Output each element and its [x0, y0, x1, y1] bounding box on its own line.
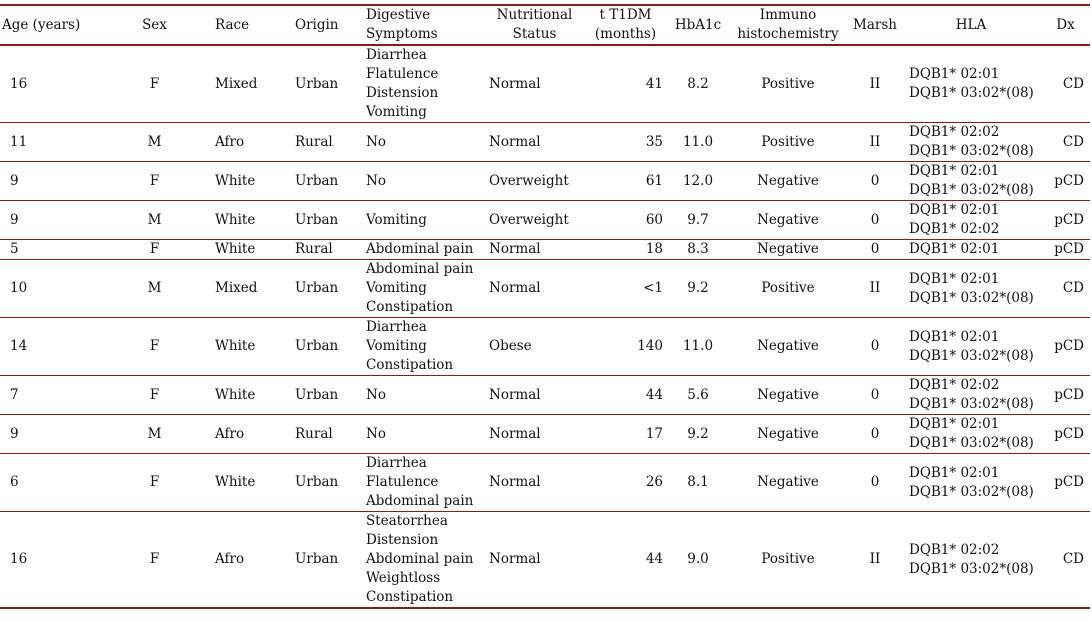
- cell-hba1c: 9.2: [669, 260, 727, 318]
- cell-digestive-symptoms: [364, 512, 487, 609]
- cell-nutritional-status: Normal: [487, 512, 582, 609]
- cell-digestive-symptoms: [364, 454, 487, 512]
- cell-sex: M: [112, 260, 197, 318]
- cell-sex: M: [112, 123, 197, 162]
- cell-race: White: [197, 454, 287, 512]
- header-digestive-symptoms: [364, 5, 487, 45]
- cell-t1dm-months: 140: [582, 318, 669, 376]
- cell-hla: [901, 512, 1041, 609]
- cell-digestive-symptoms: [364, 201, 487, 240]
- cell-marsh: 0: [849, 454, 901, 512]
- cell-digestive-symptoms-line: Abdominal pain: [366, 241, 474, 257]
- cell-dx: CD: [1041, 45, 1090, 123]
- cell-marsh: 0: [849, 376, 901, 415]
- cell-nutritional-status: Normal: [487, 415, 582, 454]
- header-digestive-line1: Digestive: [366, 7, 431, 23]
- header-age: Age (years): [0, 5, 112, 45]
- header-t1dm: [582, 5, 669, 45]
- cell-digestive-symptoms-line: No: [366, 172, 386, 189]
- cell-sex: F: [112, 454, 197, 512]
- cell-origin: Urban: [287, 260, 364, 318]
- cell-hla: [901, 162, 1041, 201]
- cell-dx: pCD: [1041, 201, 1090, 240]
- cell-digestive-symptoms: [364, 318, 487, 376]
- cell-hla: [901, 376, 1041, 415]
- cell-marsh: 0: [849, 240, 901, 260]
- cell-digestive-symptoms-line: Vomiting: [366, 104, 427, 120]
- cell-age: 11: [0, 123, 112, 162]
- cell-hla-line: DQB1* 02:01: [909, 163, 1000, 179]
- table-row: [0, 260, 1090, 318]
- cell-origin: Urban: [287, 45, 364, 123]
- cell-immunohistochemistry: Negative: [727, 240, 849, 260]
- header-t1dm-line2: (months): [594, 26, 657, 42]
- table-row: [0, 123, 1090, 162]
- cell-digestive-symptoms: [364, 240, 487, 260]
- cell-age: 14: [0, 318, 112, 376]
- cell-sex: M: [112, 415, 197, 454]
- cell-immunohistochemistry: Negative: [727, 415, 849, 454]
- cell-hla: [901, 318, 1041, 376]
- cell-hla-line: DQB1* 03:02*(08): [909, 347, 1034, 364]
- cell-dx: pCD: [1041, 376, 1090, 415]
- header-immuno-line1: Immuno: [759, 7, 817, 23]
- cell-dx: pCD: [1041, 162, 1090, 201]
- cell-marsh: II: [849, 512, 901, 609]
- cell-nutritional-status: Normal: [487, 376, 582, 415]
- table-row: [0, 240, 1090, 260]
- cell-hla-line: DQB1* 02:02: [909, 124, 1000, 140]
- cell-digestive-symptoms: [364, 123, 487, 162]
- cell-immunohistochemistry: Negative: [727, 318, 849, 376]
- cell-age: 9: [0, 162, 112, 201]
- cell-race: White: [197, 162, 287, 201]
- cell-hla: [901, 123, 1041, 162]
- cell-sex: F: [112, 240, 197, 260]
- cell-hla-line: DQB1* 03:02*(08): [909, 560, 1034, 577]
- cell-digestive-symptoms-line: Distension: [366, 85, 439, 101]
- cell-t1dm-months: 41: [582, 45, 669, 123]
- header-nutrition-line2: Status: [512, 26, 557, 42]
- header-immuno-line2: histochemistry: [737, 26, 839, 42]
- cell-digestive-symptoms-line: Constipation: [366, 357, 454, 373]
- cell-nutritional-status: Normal: [487, 45, 582, 123]
- cell-race: Mixed: [197, 45, 287, 123]
- header-origin: Origin: [287, 5, 364, 45]
- cell-hba1c: 11.0: [669, 318, 727, 376]
- cell-digestive-symptoms-line: Constipation: [366, 299, 454, 315]
- cell-hla-line: DQB1* 02:02: [909, 377, 1000, 393]
- cell-t1dm-months: <1: [582, 260, 669, 318]
- cell-nutritional-status: Overweight: [487, 201, 582, 240]
- cell-race: White: [197, 376, 287, 415]
- table-row: [0, 415, 1090, 454]
- cell-immunohistochemistry: Negative: [727, 376, 849, 415]
- cell-race: Mixed: [197, 260, 287, 318]
- cell-immunohistochemistry: Positive: [727, 512, 849, 609]
- cell-marsh: 0: [849, 318, 901, 376]
- cell-sex: F: [112, 162, 197, 201]
- header-marsh: Marsh: [849, 5, 901, 45]
- cell-digestive-symptoms-line: Distension: [366, 532, 439, 548]
- header-hba1c: HbA1c: [669, 5, 727, 45]
- cell-dx: pCD: [1041, 240, 1090, 260]
- cell-age: 10: [0, 260, 112, 318]
- cell-hla-line: DQB1* 03:02*(08): [909, 435, 1034, 451]
- cell-sex: F: [112, 376, 197, 415]
- cell-t1dm-months: 17: [582, 415, 669, 454]
- cell-t1dm-months: 61: [582, 162, 669, 201]
- cell-marsh: II: [849, 123, 901, 162]
- cell-digestive-symptoms-line: Diarrhea: [366, 455, 427, 471]
- cell-hla: [901, 45, 1041, 123]
- cell-dx: pCD: [1041, 415, 1090, 454]
- table-row: [0, 376, 1090, 415]
- cell-hla-line: DQB1* 02:01: [909, 202, 1000, 218]
- cell-race: White: [197, 201, 287, 240]
- cell-hla: [901, 240, 1041, 260]
- header-digestive-line2: Symptoms: [366, 26, 438, 42]
- cell-immunohistochemistry: Negative: [727, 162, 849, 201]
- cell-digestive-symptoms-line: Diarrhea: [366, 47, 427, 63]
- cell-digestive-symptoms-line: No: [366, 133, 386, 150]
- cell-hla-line: DQB1* 02:01: [909, 241, 1000, 257]
- cell-hla-line: DQB1* 02:01: [909, 328, 1000, 345]
- cell-hla-line: DQB1* 03:02*(08): [909, 289, 1034, 306]
- cell-hla-line: DQB1* 03:02*(08): [909, 143, 1034, 159]
- cell-digestive-symptoms: [364, 415, 487, 454]
- cell-digestive-symptoms-line: Abdominal pain: [366, 261, 474, 277]
- cell-immunohistochemistry: Negative: [727, 454, 849, 512]
- cell-digestive-symptoms-line: No: [366, 425, 386, 442]
- cell-digestive-symptoms-line: Constipation: [366, 589, 454, 605]
- cell-marsh: II: [849, 45, 901, 123]
- cell-age: 5: [0, 240, 112, 260]
- cell-digestive-symptoms: [364, 162, 487, 201]
- cell-race: White: [197, 240, 287, 260]
- cell-hba1c: 9.0: [669, 512, 727, 609]
- cell-origin: Urban: [287, 454, 364, 512]
- cell-dx: CD: [1041, 260, 1090, 318]
- cell-age: 9: [0, 201, 112, 240]
- cell-hla-line: DQB1* 02:01: [909, 270, 1000, 287]
- table-row: [0, 318, 1090, 376]
- cell-dx: pCD: [1041, 454, 1090, 512]
- cell-origin: Urban: [287, 318, 364, 376]
- cell-sex: F: [112, 45, 197, 123]
- header-nutrition-line1: Nutritional: [496, 7, 573, 23]
- cell-race: Afro: [197, 415, 287, 454]
- cell-hla-line: DQB1* 02:01: [909, 416, 1000, 432]
- cell-origin: Urban: [287, 512, 364, 609]
- cell-hla-line: DQB1* 02:02: [909, 541, 1000, 558]
- cell-hla-line: DQB1* 03:02*(08): [909, 483, 1034, 500]
- cell-nutritional-status: Overweight: [487, 162, 582, 201]
- cell-digestive-symptoms: [364, 376, 487, 415]
- cell-hba1c: 8.2: [669, 45, 727, 123]
- cell-nutritional-status: Normal: [487, 123, 582, 162]
- cell-origin: Urban: [287, 201, 364, 240]
- cell-digestive-symptoms-line: No: [366, 386, 386, 403]
- cell-immunohistochemistry: Negative: [727, 201, 849, 240]
- cell-marsh: II: [849, 260, 901, 318]
- cell-race: White: [197, 318, 287, 376]
- cell-digestive-symptoms-line: Weightloss: [366, 570, 441, 586]
- cell-immunohistochemistry: Positive: [727, 45, 849, 123]
- cell-age: 16: [0, 512, 112, 609]
- cell-t1dm-months: 60: [582, 201, 669, 240]
- cell-digestive-symptoms-line: Steatorrhea: [366, 513, 448, 529]
- cell-sex: M: [112, 201, 197, 240]
- table-row: [0, 201, 1090, 240]
- cell-dx: CD: [1041, 123, 1090, 162]
- cell-hba1c: 8.1: [669, 454, 727, 512]
- cell-marsh: 0: [849, 201, 901, 240]
- cell-immunohistochemistry: Positive: [727, 123, 849, 162]
- cell-hba1c: 12.0: [669, 162, 727, 201]
- cell-marsh: 0: [849, 162, 901, 201]
- cell-hla: [901, 260, 1041, 318]
- cell-origin: Rural: [287, 415, 364, 454]
- cell-digestive-symptoms-line: Vomiting: [366, 338, 427, 354]
- cell-hla: [901, 415, 1041, 454]
- header-dx: Dx: [1041, 5, 1090, 45]
- cell-age: 9: [0, 415, 112, 454]
- cell-sex: F: [112, 318, 197, 376]
- cell-t1dm-months: 44: [582, 512, 669, 609]
- table-row: [0, 454, 1090, 512]
- header-t1dm-line1: t T1DM: [599, 7, 652, 23]
- cell-age: 6: [0, 454, 112, 512]
- cell-digestive-symptoms-line: Diarrhea: [366, 319, 427, 335]
- cell-hla-line: DQB1* 02:02: [909, 221, 1000, 237]
- cell-digestive-symptoms-line: Vomiting: [366, 211, 427, 228]
- cell-dx: CD: [1041, 512, 1090, 609]
- cell-t1dm-months: 26: [582, 454, 669, 512]
- cell-digestive-symptoms-line: Flatulence: [366, 474, 439, 490]
- cell-hba1c: 8.3: [669, 240, 727, 260]
- table-row: [0, 45, 1090, 123]
- cell-hla: [901, 454, 1041, 512]
- table-row: [0, 512, 1090, 609]
- cell-sex: F: [112, 512, 197, 609]
- cell-digestive-symptoms: [364, 260, 487, 318]
- header-hla: HLA: [901, 5, 1041, 45]
- cell-hla: [901, 201, 1041, 240]
- cell-digestive-symptoms-line: Abdominal pain: [366, 493, 474, 509]
- cell-dx: pCD: [1041, 318, 1090, 376]
- cell-nutritional-status: Obese: [487, 318, 582, 376]
- header-immunohistochemistry: [727, 5, 849, 45]
- cell-digestive-symptoms: [364, 45, 487, 123]
- cell-marsh: 0: [849, 415, 901, 454]
- cell-hba1c: 9.7: [669, 201, 727, 240]
- cell-age: 16: [0, 45, 112, 123]
- cell-hla-line: DQB1* 03:02*(08): [909, 85, 1034, 101]
- cell-hba1c: 11.0: [669, 123, 727, 162]
- cell-nutritional-status: Normal: [487, 240, 582, 260]
- cell-hba1c: 5.6: [669, 376, 727, 415]
- cell-digestive-symptoms-line: Flatulence: [366, 66, 439, 82]
- cell-digestive-symptoms-line: Vomiting: [366, 280, 427, 296]
- cell-t1dm-months: 18: [582, 240, 669, 260]
- cell-origin: Urban: [287, 162, 364, 201]
- cell-race: Afro: [197, 123, 287, 162]
- cell-origin: Urban: [287, 376, 364, 415]
- header-race: Race: [197, 5, 287, 45]
- cell-origin: Rural: [287, 240, 364, 260]
- cell-race: Afro: [197, 512, 287, 609]
- cell-hla-line: DQB1* 03:02*(08): [909, 182, 1034, 198]
- header-nutritional-status: [487, 5, 582, 45]
- cell-hba1c: 9.2: [669, 415, 727, 454]
- cell-age: 7: [0, 376, 112, 415]
- cell-t1dm-months: 44: [582, 376, 669, 415]
- header-row: [0, 5, 1090, 45]
- cell-hla-line: DQB1* 02:01: [909, 464, 1000, 481]
- header-sex: Sex: [112, 5, 197, 45]
- cell-nutritional-status: Normal: [487, 260, 582, 318]
- cell-nutritional-status: Normal: [487, 454, 582, 512]
- cell-hla-line: DQB1* 03:02*(08): [909, 396, 1034, 412]
- cell-immunohistochemistry: Positive: [727, 260, 849, 318]
- table-body: [0, 45, 1090, 608]
- cell-digestive-symptoms-line: Abdominal pain: [366, 551, 474, 567]
- table-row: [0, 162, 1090, 201]
- cell-hla-line: DQB1* 02:01: [909, 66, 1000, 82]
- cell-t1dm-months: 35: [582, 123, 669, 162]
- cell-origin: Rural: [287, 123, 364, 162]
- patient-table: [0, 4, 1090, 609]
